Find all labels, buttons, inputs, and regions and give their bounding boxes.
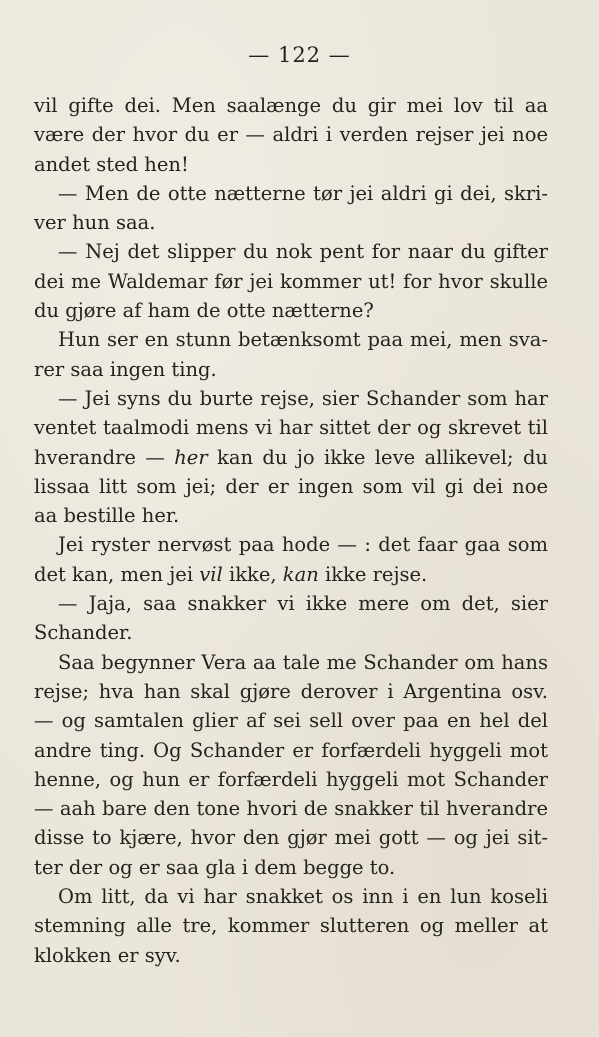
emphasis-text: vil bbox=[199, 562, 223, 586]
text-line bbox=[34, 911, 548, 940]
line-text: Om litt, da vi har snakket os inn i en lun koseli bbox=[58, 885, 548, 909]
text-line bbox=[34, 736, 548, 765]
text-line bbox=[34, 413, 548, 442]
line-text: ter der og er saa gla i dem begge to. bbox=[34, 855, 396, 879]
line-text: Saa begynner Vera aa tale me Schander om hans bbox=[58, 650, 548, 674]
line-text: det kan, men jei bbox=[34, 562, 200, 586]
line-text: være der hvor du er — aldri i verden rejser jei noe bbox=[34, 123, 548, 147]
emphasis-text: kan bbox=[282, 562, 319, 586]
text-line bbox=[34, 765, 548, 794]
line-text: dei me Waldemar før jei kommer ut! for hvor skulle bbox=[34, 269, 548, 293]
line-text: — aah bare den tone hvori de snakker til hverandre bbox=[34, 797, 548, 821]
body-text bbox=[34, 91, 548, 970]
text-line bbox=[34, 853, 548, 882]
line-text: ventet taalmodi mens vi har sittet der og skrevet til bbox=[34, 416, 548, 440]
line-text: hverandre — bbox=[34, 445, 175, 469]
line-text: klokken er syv. bbox=[34, 943, 181, 967]
text-line bbox=[34, 530, 548, 559]
line-text: rer saa ingen ting. bbox=[34, 357, 217, 381]
line-text: — og samtalen glier af sei sell over paa en hel del bbox=[34, 709, 548, 733]
line-text: — Jaja, saa snakker vi ikke mere om det, sier bbox=[58, 592, 548, 616]
line-text: du gjøre af ham de otte nætterne? bbox=[34, 299, 374, 323]
text-line bbox=[34, 384, 548, 413]
line-text: ikke, bbox=[222, 562, 283, 586]
text-line bbox=[34, 120, 548, 149]
text-line bbox=[34, 941, 548, 970]
text-line bbox=[34, 560, 548, 589]
text-line bbox=[34, 150, 548, 179]
line-text: ver hun saa. bbox=[34, 211, 156, 235]
line-text: Hun ser en stunn betænksomt paa mei, men sva- bbox=[58, 328, 548, 352]
line-text: ikke rejse. bbox=[318, 562, 428, 586]
text-line bbox=[34, 91, 548, 120]
line-text: aa bestille her. bbox=[34, 504, 180, 528]
text-line bbox=[34, 501, 548, 530]
text-line bbox=[34, 882, 548, 911]
emphasis-text: her bbox=[174, 445, 208, 469]
line-text: — Men de otte nætterne tør jei aldri gi dei, skri- bbox=[58, 181, 548, 205]
line-text: rejse; hva han skal gjøre derover i Argentina osv. bbox=[34, 679, 548, 703]
text-line bbox=[34, 794, 548, 823]
text-line bbox=[34, 706, 548, 735]
line-text: andet sted hen! bbox=[34, 152, 189, 176]
text-line bbox=[34, 325, 548, 354]
text-line bbox=[34, 296, 548, 325]
text-line bbox=[34, 648, 548, 677]
page-number: — 122 — bbox=[248, 43, 351, 67]
text-line bbox=[34, 208, 548, 237]
text-line bbox=[34, 267, 548, 296]
line-text: — Nej det slipper du nok pent for naar du gifter bbox=[58, 240, 548, 264]
line-text: henne, og hun er forfærdeli hyggeli mot Schander bbox=[34, 767, 548, 791]
text-line bbox=[34, 179, 548, 208]
text-line bbox=[34, 443, 548, 472]
text-line bbox=[34, 618, 548, 647]
line-text: disse to kjære, hvor den gjør mei gott — og jei sit- bbox=[34, 826, 548, 850]
line-text: andre ting. Og Schander er forfærdeli hyggeli mot bbox=[34, 738, 548, 762]
text-line bbox=[34, 472, 548, 501]
line-text: vil gifte dei. Men saalænge du gir mei lov til aa bbox=[34, 94, 548, 117]
line-text: Jei ryster nervøst paa hode — : det faar gaa som bbox=[58, 533, 548, 557]
text-line bbox=[34, 355, 548, 384]
text-line bbox=[34, 589, 548, 618]
line-text: — Jei syns du burte rejse, sier Schander som har bbox=[58, 386, 548, 410]
line-text: kan du jo ikke leve allikevel; du bbox=[207, 445, 548, 469]
line-text: Schander. bbox=[34, 621, 133, 645]
text-line bbox=[34, 237, 548, 266]
text-line bbox=[34, 823, 548, 852]
line-text: lissaa litt som jei; der er ingen som vil gi dei noe bbox=[34, 474, 548, 498]
text-line bbox=[34, 677, 548, 706]
line-text: stemning alle tre, kommer slutteren og meller at bbox=[34, 914, 548, 938]
